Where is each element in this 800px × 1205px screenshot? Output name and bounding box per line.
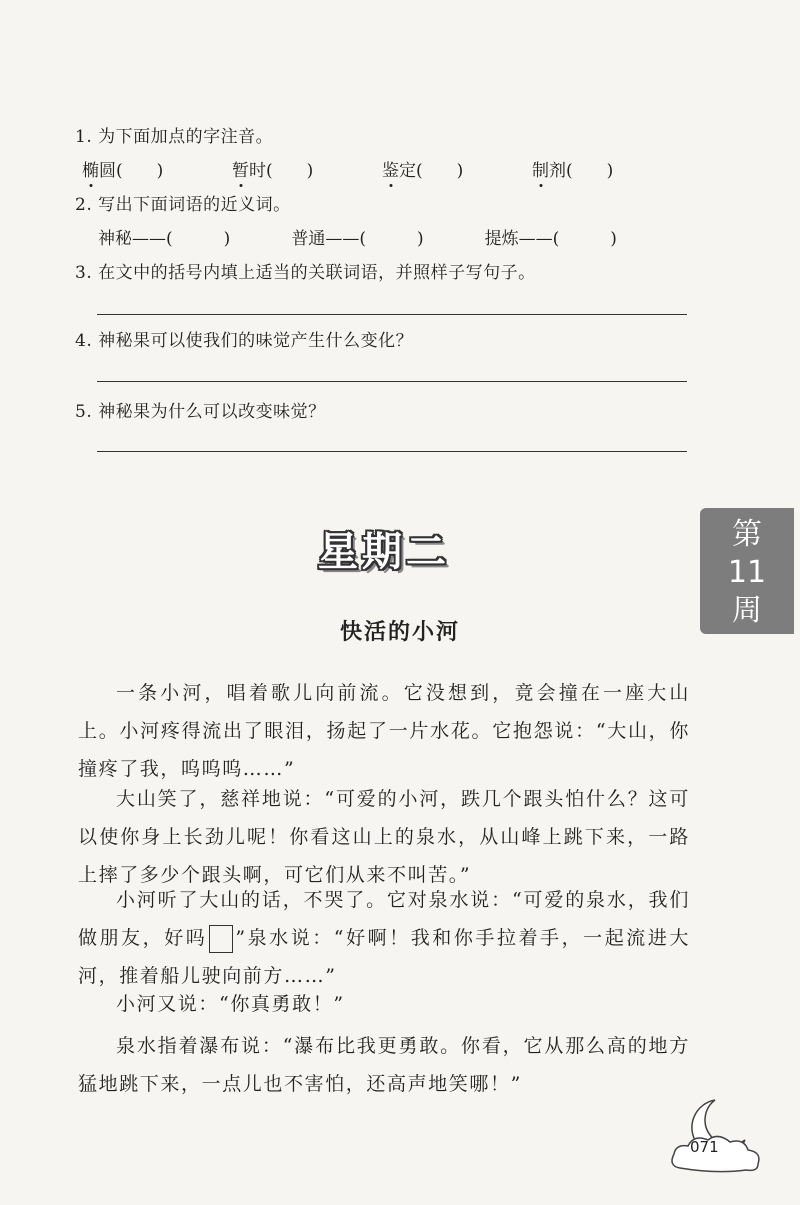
- story-paragraph-3: [78, 881, 690, 995]
- pinyin-item-1: 椭圆( ): [82, 161, 164, 181]
- story-title: 快活的小河: [339, 620, 460, 645]
- story-paragraph-4: 小河又说：“你真勇敢！”: [116, 993, 345, 1015]
- answer-line-4[interactable]: [97, 381, 687, 382]
- week-tab-suffix: 周: [732, 593, 762, 628]
- answer-line-5[interactable]: [97, 451, 687, 452]
- dotted-character: 制: [532, 161, 549, 181]
- answer-line-3[interactable]: [97, 314, 687, 315]
- question-1: 1. 为下面加点的字注音。: [75, 127, 274, 147]
- question-3: 3. 在文中的括号内填上适当的关联词语，并照样子写句子。: [75, 263, 536, 283]
- page-number: 071: [690, 1138, 719, 1156]
- question-1-items: [82, 156, 682, 181]
- punctuation-blank-box[interactable]: [209, 925, 233, 953]
- pinyin-item-4: 制剂( ): [532, 161, 614, 181]
- dotted-character: 鉴: [382, 161, 399, 181]
- story-paragraph-3-part-a: 小河听了大山的话，不哭了。它对泉水说：“可爱的泉水，我们做朋友，好吗: [78, 889, 690, 949]
- synonym-item-2: 普通——( ): [291, 229, 424, 249]
- week-tab-number: 11: [727, 555, 767, 590]
- story-paragraph-5: 泉水指着瀑布说：“瀑布比我更勇敢。你看，它从那么高的地方猛地跳下来，一点儿也不害怕，还高声地笑哪！”: [78, 1035, 690, 1095]
- dotted-character: 椭: [82, 161, 99, 181]
- story-paragraph-3-part-b: ”泉水说：“好啊！我和你手拉着手，一起流进大河，推着船儿驶向前方……”: [78, 927, 690, 987]
- question-5: 5. 神秘果为什么可以改变味觉？: [75, 402, 326, 422]
- week-tab-prefix: 第: [732, 517, 762, 552]
- day-title: 星期二: [318, 529, 450, 575]
- question-4: 4. 神秘果可以使我们的味觉产生什么变化？: [75, 331, 414, 351]
- story-paragraph-1: 一条小河，唱着歌儿向前流。它没想到，竟会撞在一座大山上。小河疼得流出了眼泪，扬起了一片水花。它抱怨说：“大山，你撞疼了我，呜呜呜……”: [78, 682, 690, 780]
- dotted-character: 暂: [232, 161, 249, 181]
- pinyin-item-3: 鉴定( ): [382, 161, 464, 181]
- moon-cloud-icon: [665, 1090, 775, 1180]
- story-paragraph-2: 大山笑了，慈祥地说：“可爱的小河，跌几个跟头怕什么？这可以使你身上长劲儿呢！你看这山上的泉水，从山峰上跳下来，一路上摔了多少个跟头啊，可它们从来不叫苦。”: [78, 788, 690, 886]
- pinyin-item-2: 暂时( ): [232, 161, 314, 181]
- question-2: 2. 写出下面词语的近义词。: [75, 195, 291, 215]
- question-2-items: [98, 224, 678, 249]
- synonym-item-3: 提炼——( ): [484, 229, 617, 249]
- synonym-item-1: 神秘——( ): [98, 229, 231, 249]
